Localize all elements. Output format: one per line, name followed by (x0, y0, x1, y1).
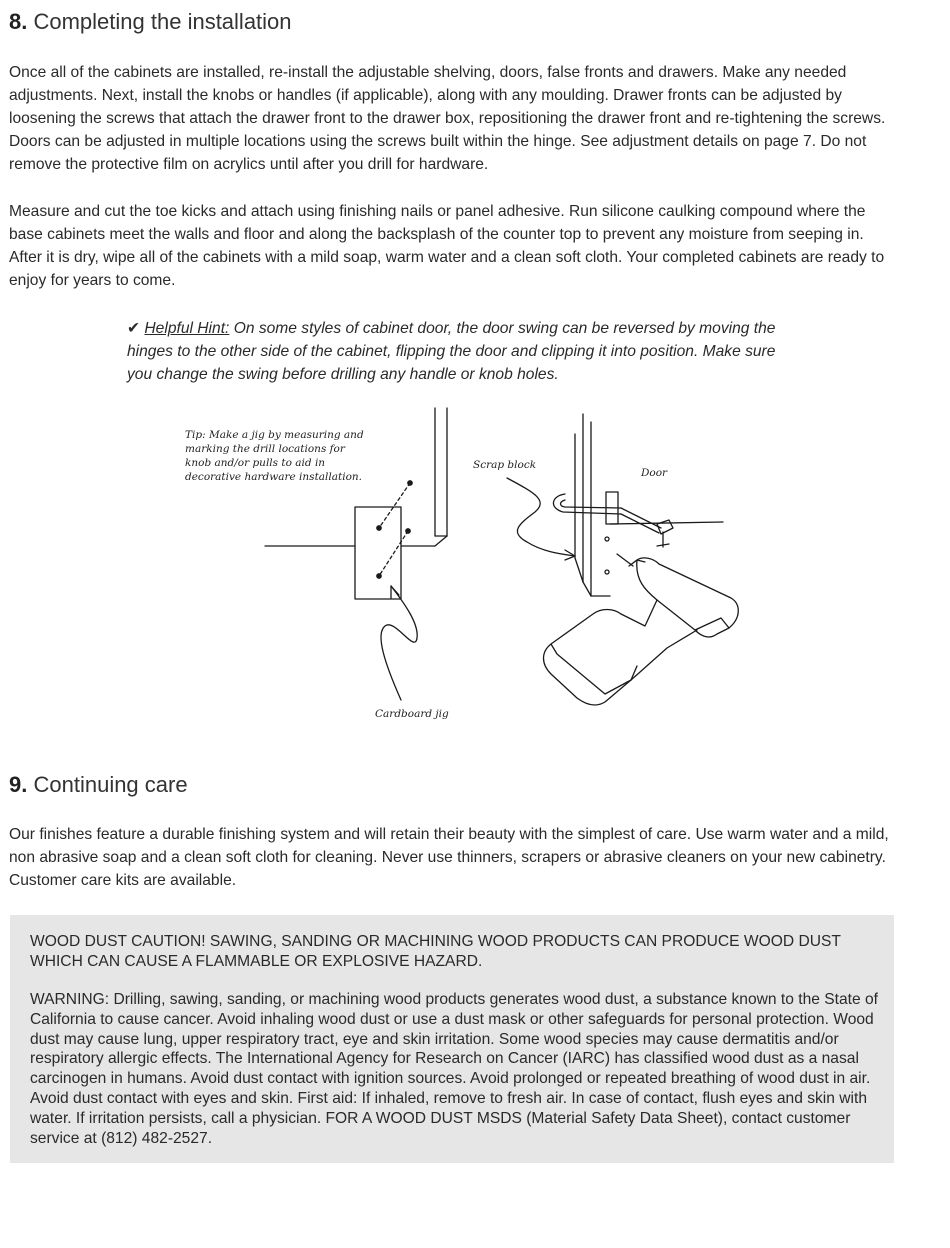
section-8-paragraph-2: Measure and cut the toe kicks and attach using finishing nails or panel adhesive. Run silicone caulking compound where the base cabinets meet the walls and floor and along the backsplash of the counter top to prevent any moisture from seeping in. After it is dry, wipe all of the cabinets with a mild soap, warm water and a clean soft cloth. Your completed cabinets are ready to enjoy for years to come. (9, 203, 885, 289)
section-9-title: Continuing care (33, 772, 188, 797)
tip-line-3: knob and/or pulls to aid in (185, 457, 326, 469)
caution-heading: WOOD DUST CAUTION! SAWING, SANDING OR MACHINING WOOD PRODUCTS CAN PRODUCE WOOD DUST WHICH CAN CAUSE A FLAMMABLE OR EXPLOSIVE HAZARD. (30, 933, 841, 970)
tip-line-2: marking the drill locations for (185, 443, 345, 455)
helpful-hint-text: On some styles of cabinet door, the door swing can be reversed by moving the hinges to the other side of the cabinet, flipping the door and clipping it into position. Make sure you change the swing before drilling any handle or knob holes. (127, 320, 776, 383)
door-label: Door (641, 467, 668, 479)
tip-line-1: Tip: Make a jig by measuring and (185, 429, 364, 441)
wood-dust-caution-box (10, 915, 894, 1163)
cardboard-jig-label: Cardboard jig (375, 708, 449, 720)
section-8-title: Completing the installation (33, 9, 292, 34)
helpful-hint (127, 317, 777, 386)
door-drill-drawing (507, 414, 738, 705)
section-8-paragraph-1: Once all of the cabinets are installed, re-install the adjustable shelving, doors, false fronts and drawers. Make any needed adjustments. Next, install the knobs or handles (if applicable), along with any moulding. Drawer fronts can be adjusted by loosening the screws that attach the drawer front to the drawer box, repositioning the drawer front and re-tightening the screws. Doors can be adjusted in multiple locations using the screws built within the hinge. See adjustment details on page 7. Do not remove the protective film on acrylics until after you drill for hardware. (9, 64, 886, 173)
scrap-block-label: Scrap block (473, 459, 537, 471)
checkmark-icon: ✔ (127, 320, 141, 337)
section-9-paragraph: Our finishes feature a durable finishing system and will retain their beauty with the simplest of care. Use warm water and a mild, non abrasive soap and a clean soft cloth for cleaning. Never use thinners, scrapers or abrasive cleaners on your new cabinetry. Customer care kits are available. (9, 826, 889, 889)
cabinet-hardware-illustration (185, 404, 745, 724)
helpful-hint-label: Helpful Hint: (144, 320, 230, 337)
section-8-heading (9, 11, 292, 33)
section-9-number: 9. (9, 772, 28, 797)
section-8-number: 8. (9, 9, 28, 34)
tip-line-4: decorative hardware installation. (185, 471, 363, 483)
section-9-heading (9, 774, 188, 796)
caution-warning: WARNING: Drilling, sawing, sanding, or machining wood products generates wood dust, a substance known to the State of California to cause cancer. Avoid inhaling wood dust or use a dust mask or other safeguards for personal protection. Wood dust may cause lung, upper respiratory tract, eye and skin irritation. Some wood species may cause dermatitis and/or respiratory allergic effects. The International Agency for Research on Cancer (IARC) has classified wood dust as a nasal carcinogen in humans. Avoid dust contact with ignition sources. Avoid prolonged or repeated breathing of wood dust in air. Avoid dust contact with eyes and skin. First aid: If inhaled, remove to fresh air. In case of contact, flush eyes and skin with water. If irritation persists, call a physician. FOR A WOOD DUST MSDS (Material Safety Data Sheet), contact customer service at (812) 482-2527. (30, 991, 878, 1147)
